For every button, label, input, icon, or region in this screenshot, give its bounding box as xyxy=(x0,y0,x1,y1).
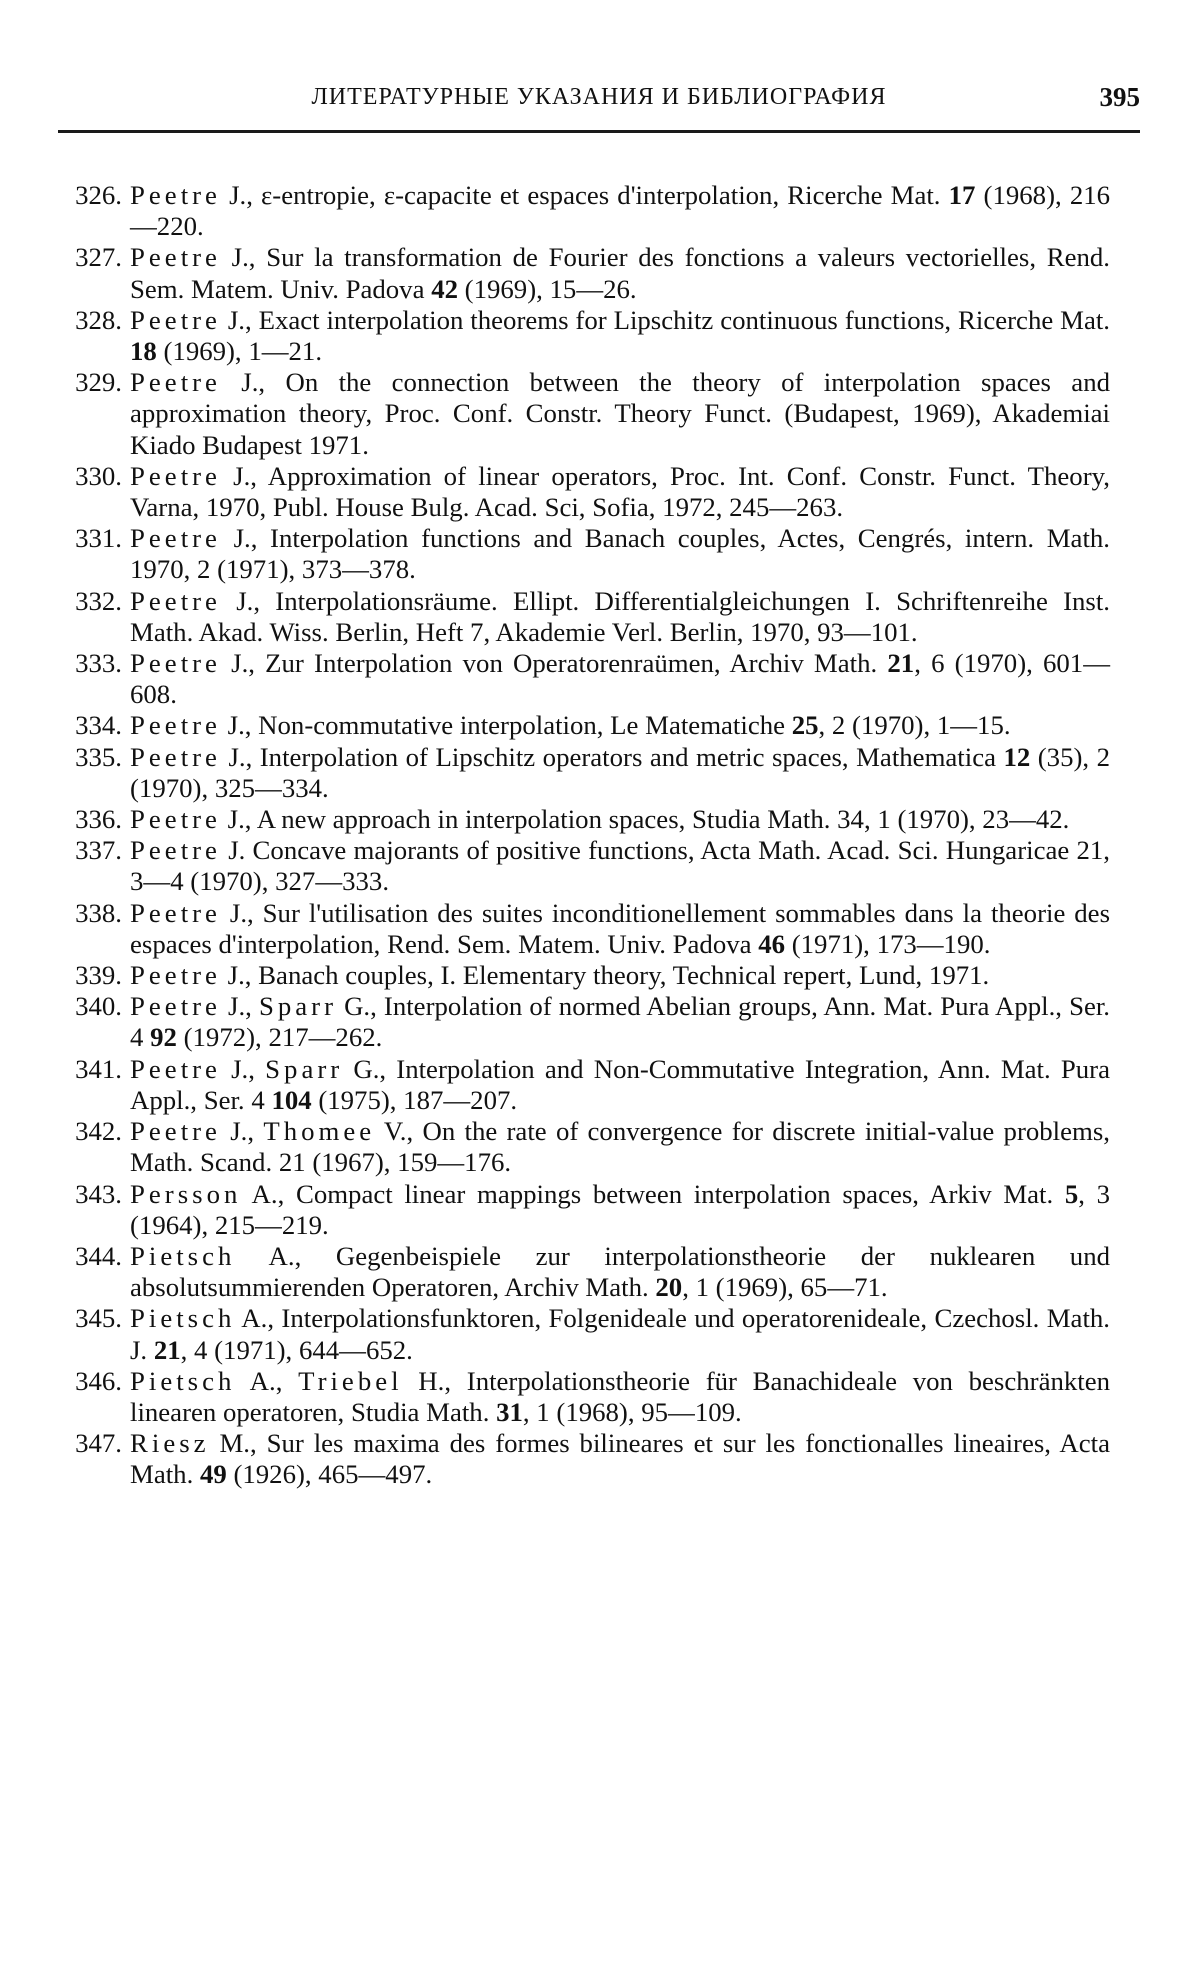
reference-segment: J. Concave majorants of positive functions, Acta Math. Acad. Sci. Hungaricae 21, 3—4 (1970), 327—333. xyxy=(130,835,1110,897)
reference-volume: 92 xyxy=(150,1022,177,1053)
reference-number: 327. xyxy=(75,242,122,273)
reference-author: Sparr xyxy=(265,1053,344,1084)
reference-segment: , 4 (1971), 644—652. xyxy=(180,1334,413,1365)
bibliography-list xyxy=(52,180,1110,1491)
reference-volume: 12 xyxy=(1003,741,1031,772)
reference-entry xyxy=(52,742,1110,804)
reference-number: 334. xyxy=(75,710,122,741)
reference-author: Peetre xyxy=(130,304,221,335)
reference-segment: , 2 (1970), 1—15. xyxy=(818,710,1011,741)
reference-entry xyxy=(52,305,1110,367)
reference-segment: (1926), 465—497. xyxy=(226,1459,433,1490)
reference-text xyxy=(130,1303,1110,1365)
reference-author: Pietsch xyxy=(130,1365,236,1396)
reference-author: Peetre xyxy=(130,1053,221,1084)
reference-entry xyxy=(52,367,1110,461)
reference-text xyxy=(130,242,1110,304)
reference-text xyxy=(130,960,1110,991)
reference-entry xyxy=(52,1241,1110,1303)
reference-text xyxy=(130,305,1110,367)
reference-text xyxy=(130,586,1110,648)
reference-entry xyxy=(52,461,1110,523)
reference-segment: M., Sur les maxima des formes bilineares et sur les fonctionalles lineaires, Acta Math. xyxy=(130,1428,1110,1490)
reference-volume: 17 xyxy=(948,180,976,210)
reference-entry xyxy=(52,1428,1110,1490)
reference-segment: , 1 (1968), 95—109. xyxy=(522,1396,742,1427)
reference-author: Peetre xyxy=(130,585,221,616)
reference-volume: 18 xyxy=(130,336,157,367)
reference-text xyxy=(130,710,1110,741)
reference-segment: J., Zur Interpolation von Operatorenraümen, Archiv Math. xyxy=(220,648,888,679)
reference-author: Peetre xyxy=(130,180,221,210)
reference-segment: J., xyxy=(220,991,259,1022)
reference-author: Peetre xyxy=(130,710,221,741)
reference-segment: J., xyxy=(220,1053,266,1084)
reference-segment: J., Banach couples, I. Elementary theory, Technical repert, Lund, 1971. xyxy=(220,960,990,991)
reference-entry xyxy=(52,523,1110,585)
reference-volume: 46 xyxy=(758,928,786,959)
reference-segment: (1971), 173—190. xyxy=(785,928,991,959)
reference-segment: G., Interpolation and Non-Commutative Integration, Ann. Mat. Pura Appl., Ser. 4 xyxy=(130,1053,1110,1115)
reference-segment: V., On the rate of convergence for discrete initial-value problems, Math. Scand. 21 (1967), 159—176. xyxy=(130,1116,1110,1178)
reference-number: 346. xyxy=(75,1365,122,1396)
reference-text xyxy=(130,1428,1110,1490)
reference-entry xyxy=(52,1116,1110,1178)
reference-volume: 49 xyxy=(199,1459,227,1490)
reference-volume: 20 xyxy=(655,1272,683,1303)
reference-segment: A., Gegenbeispiele zur interpolationstheorie der nuklearen und absolutsummierenden Operatoren, Archiv Math. xyxy=(130,1240,1110,1303)
reference-number: 339. xyxy=(75,960,122,991)
reference-number: 328. xyxy=(75,304,122,335)
reference-number: 337. xyxy=(75,835,122,866)
reference-text xyxy=(130,804,1110,835)
reference-segment: (1975), 187—207. xyxy=(311,1084,518,1115)
reference-segment: A., xyxy=(235,1365,299,1396)
reference-entry xyxy=(52,804,1110,835)
reference-number: 344. xyxy=(75,1240,122,1271)
reference-entry xyxy=(52,1179,1110,1241)
reference-segment: J., Sur la transformation de Fourier des fonctions a valeurs vectorielles, Rend. Sem. Matem. Univ. Padova xyxy=(130,242,1110,304)
reference-segment: (1969), 15—26. xyxy=(457,273,637,304)
reference-volume: 21 xyxy=(153,1334,181,1365)
reference-segment: J., Interpolationsräume. Ellipt. Differentialgleichungen I. Schriftenreihe Inst. Math. Akad. Wiss. Berlin, Heft 7, Akademie Verl. Berlin, 1970, 93—101. xyxy=(130,585,1110,647)
reference-volume: 31 xyxy=(496,1396,523,1427)
reference-text xyxy=(130,1054,1110,1116)
reference-segment: J., Approximation of linear operators, Proc. Int. Conf. Constr. Funct. Theory, Varna, 1970, Publ. House Bulg. Acad. Sci, Sofia, 1972, 245—263. xyxy=(130,460,1110,523)
reference-text xyxy=(130,461,1110,523)
reference-author: Pietsch xyxy=(130,1240,236,1271)
reference-text xyxy=(130,648,1110,710)
reference-segment: J., ε-entropie, ε-capacite et espaces d'interpolation, Ricerche Mat. xyxy=(220,180,949,210)
reference-author: Peetre xyxy=(130,741,221,772)
reference-text xyxy=(130,523,1110,585)
reference-text xyxy=(130,1179,1110,1241)
reference-number: 343. xyxy=(75,1178,122,1209)
reference-author: Riesz xyxy=(130,1428,210,1459)
reference-segment: J., Non-commutative interpolation, Le Matematiche xyxy=(220,710,792,741)
reference-segment: (1972), 217—262. xyxy=(176,1022,383,1053)
reference-number: 329. xyxy=(75,367,122,398)
reference-entry xyxy=(52,1054,1110,1116)
reference-text xyxy=(130,1366,1110,1428)
reference-number: 347. xyxy=(75,1428,122,1459)
reference-number: 336. xyxy=(75,804,122,835)
reference-author: Peetre xyxy=(130,960,221,991)
reference-author: Thomee xyxy=(263,1116,376,1147)
reference-number: 341. xyxy=(75,1053,122,1084)
running-title: ЛИТЕРАТУРНЫЕ УКАЗАНИЯ И БИБЛИОГРАФИЯ xyxy=(311,84,887,110)
reference-entry xyxy=(52,180,1110,242)
reference-segment: (1969), 1—21. xyxy=(156,336,323,367)
page-number: 395 xyxy=(1099,82,1140,112)
reference-segment: J., xyxy=(220,1116,264,1147)
running-header xyxy=(58,82,1140,133)
reference-text xyxy=(130,991,1110,1053)
reference-entry xyxy=(52,960,1110,991)
reference-volume: 42 xyxy=(431,273,458,304)
reference-segment: J., A new approach in interpolation spaces, Studia Math. 34, 1 (1970), 23—42. xyxy=(220,804,1070,835)
reference-text xyxy=(130,1116,1110,1178)
reference-author: Persson xyxy=(130,1178,242,1209)
reference-text xyxy=(130,742,1110,804)
reference-text xyxy=(130,898,1110,960)
reference-author: Triebel xyxy=(298,1365,403,1396)
reference-author: Peetre xyxy=(130,804,221,835)
reference-number: 338. xyxy=(75,897,122,928)
reference-segment: G., Interpolation of normed Abelian groups, Ann. Mat. Pura Appl., Ser. 4 xyxy=(130,991,1111,1053)
reference-number: 342. xyxy=(75,1116,122,1147)
reference-number: 340. xyxy=(75,991,122,1022)
reference-author: Sparr xyxy=(258,991,337,1022)
reference-entry xyxy=(52,835,1110,897)
reference-author: Peetre xyxy=(130,835,221,866)
reference-entry xyxy=(52,710,1110,741)
reference-segment: , 6 (1970), 601—608. xyxy=(130,648,1110,710)
reference-entry xyxy=(52,898,1110,960)
reference-number: 330. xyxy=(75,460,122,491)
reference-entry xyxy=(52,991,1110,1053)
reference-author: Peetre xyxy=(130,367,221,398)
reference-number: 345. xyxy=(75,1303,122,1334)
reference-segment: A., Interpolationsfunktoren, Folgenideale und operatorenideale, Czechosl. Math. J. xyxy=(130,1303,1110,1365)
reference-author: Pietsch xyxy=(130,1303,236,1334)
reference-author: Peetre xyxy=(130,648,221,679)
reference-number: 326. xyxy=(75,180,122,210)
reference-author: Peetre xyxy=(130,523,221,554)
reference-author: Peetre xyxy=(130,897,221,928)
reference-volume: 5 xyxy=(1064,1178,1079,1209)
reference-segment: (35), 2 (1970), 325—334. xyxy=(130,741,1110,803)
reference-author: Peetre xyxy=(130,1116,221,1147)
reference-author: Peetre xyxy=(130,460,221,491)
reference-number: 332. xyxy=(75,585,122,616)
reference-segment: J., Interpolation functions and Banach couples, Actes, Cengrés, intern. Math. 1970, 2 (1971), 373—378. xyxy=(130,523,1110,585)
reference-author: Peetre xyxy=(130,991,221,1022)
reference-number: 333. xyxy=(75,648,122,679)
reference-segment: J., On the connection between the theory of interpolation spaces and approximation theory, Proc. Conf. Constr. Theory Funct. (Budapest, 1969), Akademiai Kiado Budapest 1971. xyxy=(130,367,1110,460)
reference-segment: , 1 (1969), 65—71. xyxy=(682,1272,888,1303)
reference-text xyxy=(130,180,1110,242)
reference-entry xyxy=(52,1303,1110,1365)
reference-segment: J., Exact interpolation theorems for Lipschitz continuous functions, Ricerche Mat. xyxy=(220,304,1110,335)
reference-segment: A., Compact linear mappings between interpolation spaces, Arkiv Mat. xyxy=(241,1178,1065,1209)
reference-number: 331. xyxy=(75,523,122,554)
reference-entry xyxy=(52,242,1110,304)
reference-segment: (1968), 216—220. xyxy=(130,180,1111,242)
reference-entry xyxy=(52,586,1110,648)
reference-segment: J., Interpolation of Lipschitz operators and metric spaces, Mathematica xyxy=(220,741,1004,772)
reference-text xyxy=(130,1241,1110,1303)
reference-segment: , 3 (1964), 215—219. xyxy=(130,1178,1110,1240)
reference-segment: J., Sur l'utilisation des suites inconditionellement sommables dans la theorie des espaces d'interpolation, Rend. Sem. Matem. Univ. Padova xyxy=(130,897,1110,959)
reference-entry xyxy=(52,648,1110,710)
reference-volume: 104 xyxy=(271,1084,312,1115)
reference-author: Peetre xyxy=(130,242,221,273)
reference-volume: 25 xyxy=(791,710,819,741)
reference-volume: 21 xyxy=(887,648,915,679)
reference-text xyxy=(130,835,1110,897)
reference-number: 335. xyxy=(75,741,122,772)
reference-text xyxy=(130,367,1110,461)
reference-segment: H., Interpolationstheorie für Banachideale von beschränkten linearen operatoren, Studia Math. xyxy=(130,1365,1111,1427)
reference-entry xyxy=(52,1366,1110,1428)
